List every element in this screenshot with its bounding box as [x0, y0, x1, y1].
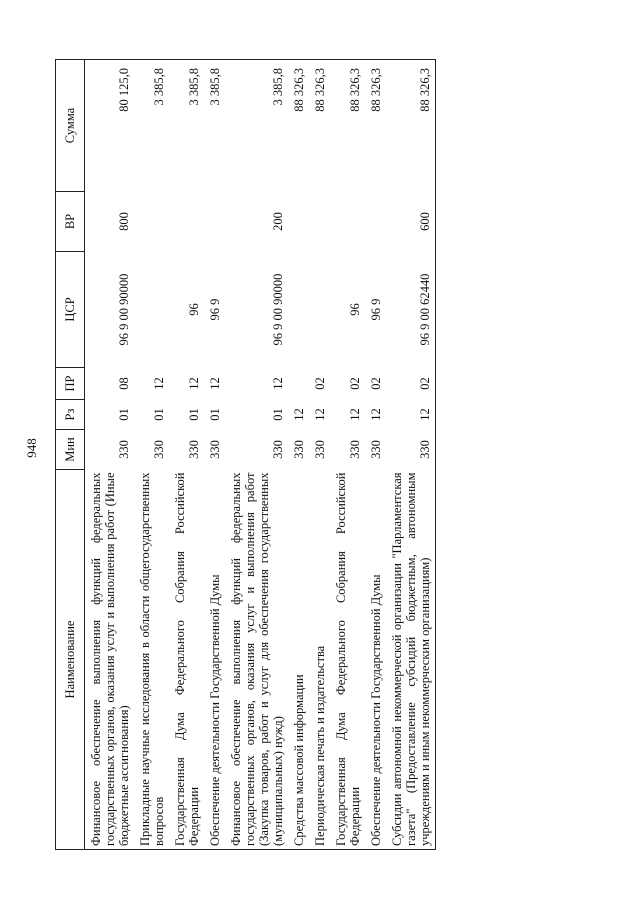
table-row: [225, 60, 288, 850]
cell-vr: [309, 192, 330, 252]
cell-pr: 12: [271, 377, 285, 390]
cell-rz: 01: [187, 408, 201, 421]
cell-sum: 88 326,3: [330, 60, 365, 192]
cell-sum: 3 385,8: [204, 60, 225, 192]
cell-name: Средства массовой информации: [288, 470, 309, 850]
header-csr: ЦСР: [56, 252, 85, 368]
cell-min: 330: [117, 440, 131, 459]
cell-csr: [309, 252, 330, 368]
cell-rz: 12: [386, 400, 436, 430]
cell-min: 330: [313, 440, 327, 459]
cell-pr: 02: [369, 377, 383, 390]
cell-min: 330: [369, 440, 383, 459]
cell-sum: 88 326,3: [309, 60, 330, 192]
table-row: [365, 60, 386, 850]
table-row: [288, 60, 309, 850]
cell-csr: 96: [187, 303, 201, 316]
cell-pr: 12: [208, 377, 222, 390]
cell-rz: 01: [271, 408, 285, 421]
cell-min: 330: [386, 430, 436, 470]
cell-name: Обеспечение деятельности Государственной Думы: [204, 470, 225, 850]
budget-table: [55, 59, 436, 850]
table-row: [169, 60, 204, 850]
budget-table-rotated: [55, 60, 585, 850]
cell-min: 330: [292, 440, 306, 459]
cell-min: 330: [187, 440, 201, 459]
cell-csr: [134, 252, 169, 368]
cell-rz: 12: [313, 408, 327, 421]
table-row: [386, 60, 436, 850]
cell-rz: 01: [208, 408, 222, 421]
cell-vr: [288, 192, 309, 252]
header-min: Мин: [56, 430, 85, 470]
cell-name: Финансовое обеспечение выполнения функций федеральных государственных органов, оказания услуг и выполнения работ (Иные бюджетные ассигнования): [85, 470, 135, 850]
cell-sum: 3 385,8: [169, 60, 204, 192]
cell-vr: [134, 192, 169, 252]
cell-min: 330: [152, 440, 166, 459]
cell-pr: 12: [187, 377, 201, 390]
cell-csr: 96 9: [369, 298, 383, 321]
cell-name: Субсидии автономной некоммерческой организации "Парламентская газета" (Предоставление субсидий бюджетным, автономным учреждениям и иным некоммерческим организациям): [386, 470, 436, 850]
cell-sum: 3 385,8: [225, 60, 288, 192]
cell-sum: 3 385,8: [134, 60, 169, 192]
cell-name: Государственная Дума Федерального Собрания Российской Федерации: [330, 470, 365, 850]
page-number: 948: [23, 438, 39, 458]
header-sum: Сумма: [56, 60, 85, 192]
header-rz: Рз: [56, 400, 85, 430]
cell-min: 330: [208, 440, 222, 459]
cell-vr: [204, 192, 225, 252]
cell-name: Периодическая печать и издательства: [309, 470, 330, 850]
cell-sum: 88 326,3: [288, 60, 309, 192]
cell-pr: 12: [152, 377, 166, 390]
table-row: [204, 60, 225, 850]
cell-min: 330: [271, 440, 285, 459]
cell-min: 330: [348, 440, 362, 459]
cell-csr: 96 9 00 62440: [386, 252, 436, 368]
cell-csr: 96: [348, 303, 362, 316]
cell-sum: 88 326,3: [365, 60, 386, 192]
table-row: [134, 60, 169, 850]
cell-vr: [365, 192, 386, 252]
cell-pr: 02: [313, 377, 327, 390]
table-header-row: [56, 60, 85, 850]
table-row: [330, 60, 365, 850]
cell-vr: [330, 192, 365, 252]
cell-rz: 12: [292, 408, 306, 421]
cell-vr: 200: [271, 212, 285, 231]
table-row: [85, 60, 135, 850]
cell-vr: [169, 192, 204, 252]
table-body: [85, 60, 436, 850]
cell-name: Государственная Дума Федерального Собрания Российской Федерации: [169, 470, 204, 850]
header-pr: ПР: [56, 368, 85, 400]
cell-csr: 96 9 00 90000: [271, 273, 285, 346]
header-name: Наименование: [56, 470, 85, 850]
cell-name: Финансовое обеспечение выполнения функций федеральных государственных органов, оказания услуг и выполнения работ (Закупка товаров, работ и услуг для обеспечения государственных (муниципальных) нужд): [225, 470, 288, 850]
cell-rz: 01: [152, 408, 166, 421]
cell-sum: 80 125,0: [85, 60, 135, 192]
cell-name: Обеспечение деятельности Государственной Думы: [365, 470, 386, 850]
header-vr: ВР: [56, 192, 85, 252]
cell-rz: 12: [348, 408, 362, 421]
cell-pr: 02: [348, 377, 362, 390]
table-row: [309, 60, 330, 850]
cell-vr: 800: [117, 212, 131, 231]
cell-pr: 02: [386, 368, 436, 400]
cell-pr: [288, 368, 309, 400]
cell-sum: 88 326,3: [386, 60, 436, 192]
cell-csr: 96 9: [208, 298, 222, 321]
cell-csr: [288, 252, 309, 368]
cell-rz: 01: [117, 408, 131, 421]
cell-pr: 08: [117, 377, 131, 390]
cell-rz: 12: [369, 408, 383, 421]
cell-vr: 600: [386, 192, 436, 252]
cell-name: Прикладные научные исследования в области общегосударственных вопросов: [134, 470, 169, 850]
cell-csr: 96 9 00 90000: [117, 273, 131, 346]
